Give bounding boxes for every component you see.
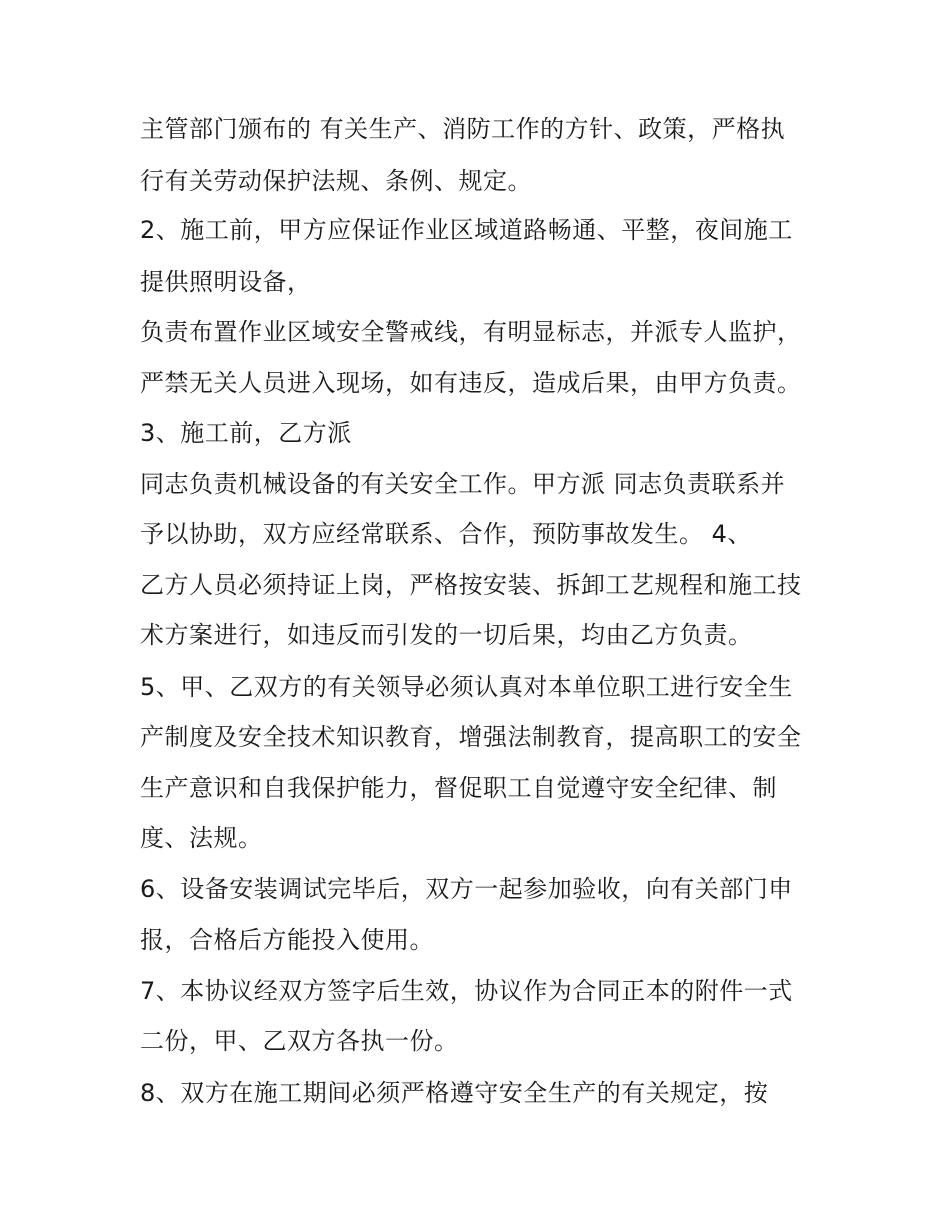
text-line: 负责布置作业区域安全警戒线，有明显标志，并派专人监护，: [140, 318, 802, 346]
text-line: 8、双方在施工期间必须严格遵守安全生产的有关规定，按: [140, 1079, 769, 1107]
text-line: 二份，甲、乙双方各执一份。: [140, 1027, 459, 1055]
text-line: 3、施工前，乙方派: [140, 419, 352, 447]
text-line: 产制度及安全技术知识教育，增强法制教育，提高职工的安全: [140, 723, 802, 751]
text-line: 7、本协议经双方签字后生效，协议作为合同正本的附件一式: [140, 977, 793, 1005]
text-line: 2、施工前，甲方应保证作业区域道路畅通、平整，夜间施工: [140, 216, 793, 244]
text-line: 主管部门颁布的 有关生产、消防工作的方针、政策，严格执: [140, 115, 786, 143]
text-line: 严禁无关人员进入现场，如有违反，造成后果，由甲方负责。: [140, 369, 802, 397]
text-line: 提供照明设备，: [140, 268, 312, 296]
text-line: 度、法规。: [140, 824, 263, 852]
text-line: 5、甲、乙双方的有关领导必须认真对本单位职工进行安全生: [140, 673, 793, 701]
text-line: 予以协助，双方应经常联系、合作，预防事故发生。 4、: [140, 520, 752, 548]
text-line: 乙方人员必须持证上岗，严格按安装、拆卸工艺规程和施工技: [140, 571, 802, 599]
text-line: 6、设备安装调试完毕后，双方一起参加验收，向有关部门申: [140, 875, 793, 903]
text-line: 术方案进行，如违反而引发的一切后果，均由乙方负责。: [140, 621, 753, 649]
text-line: 行有关劳动保护法规、条例、规定。: [140, 167, 532, 195]
text-line: 同志负责机械设备的有关安全工作。甲方派 同志负责联系并: [140, 470, 786, 498]
text-line: 生产意识和自我保护能力，督促职工自觉遵守安全纪律、制: [140, 774, 777, 802]
text-line: 报，合格后方能投入使用。: [140, 926, 434, 954]
